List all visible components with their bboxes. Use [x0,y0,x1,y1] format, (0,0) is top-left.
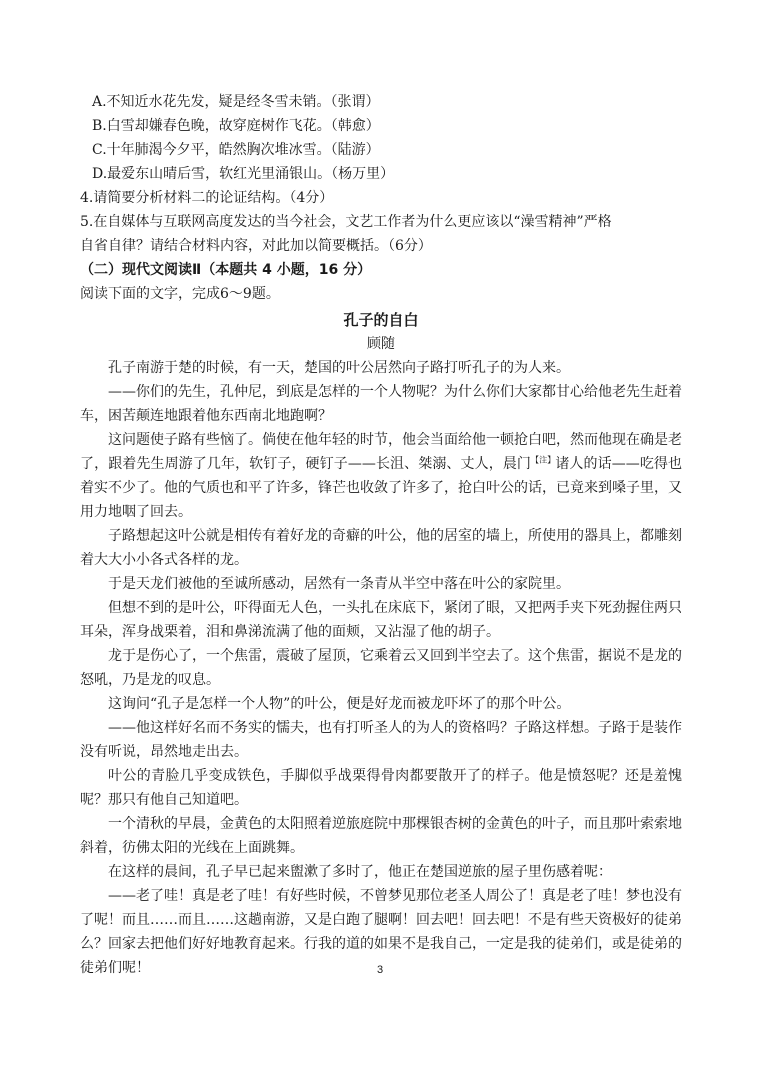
page-number: 3 [376,964,384,976]
question-5-line-2: 自省自律？请结合材料内容，对此加以简要概括。（6分） [80,238,432,254]
paragraph-13: ——老了哇！真是老了哇！有好些时候，不曾梦见那位老圣人周公了！真是老了哇！梦也没有了呢！而且……而且……这趟南游，又是白跑了腿啊！回去吧！回去吧！不是有些天资极好的徒弟么？回家去把他们好好地教育起来。行我的道的如果不是我自己，一定是我的徒弟们，或是徒弟的徒弟们呢！ [80,888,682,976]
answer-options [80,90,682,186]
reading-instruction: 阅读下面的文字，完成6～9题。 [80,286,280,302]
paragraph-11: 一个清秋的早晨，金黄色的太阳照着逆旅庭院中那棵银杏树的金黄色的叶子，而且那叶索索地斜着，彷佛太阳的光线在上面跳舞。 [80,816,682,856]
paragraph-2: ——你们的先生，孔仲尼，到底是怎样的一个人物呢？为什么你们大家都甘心给他老先生赶着车，困苦颠连地跟着他东西南北地跑啊？ [80,384,682,424]
footnote-marker: 【注】 [531,455,556,465]
option-a: A.不知近水花先发，疑是经冬雪未销。（张谓） [92,94,380,110]
paragraph-10: 叶公的青脸几乎变成铁色，手脚似乎战栗得骨肉都要散开了的样子。他是愤怒呢？还是羞愧呢？那只有他自己知道吧。 [80,768,682,808]
page-content [80,90,682,980]
paragraph-4: 子路想起这叶公就是相传有着好龙的奇癖的叶公，他的居室的墙上，所使用的器具上，都雕刻着大大小小各式各样的龙。 [80,528,682,568]
paragraph-7: 龙于是伤心了，一个焦雷，震破了屋顶，它乘着云又回到半空去了。这个焦雷，据说不是龙的怒吼，乃是龙的叹息。 [80,648,682,688]
paragraph-3 [80,428,682,524]
paragraph-6: 但想不到的是叶公，吓得面无人色，一头扎在床底下，紧闭了眼，又把两手夹下死劲握住两只耳朵，浑身战栗着，泪和鼻涕流满了他的面颊，又沾湿了他的胡子。 [80,600,682,640]
paragraph-3-text-b: 诸人的话——吃得也着实不少了。他的气质也和平了许多，锋芒也收敛了许多了，抢白叶公的话，已竟来到嗓子里，又用力地咽了回去。 [80,456,683,520]
option-d: D.最爱东山晴后雪，软红光里涌银山。（杨万里） [92,166,395,182]
article-author: 顾随 [367,336,395,352]
question-4: 4.请简要分析材料二的论证结构。（4分） [80,190,334,206]
question-5-line-1: 5.在自媒体与互联网高度发达的当今社会，文艺工作者为什么更应该以“澡雪精神”严格 [80,214,612,230]
paragraph-5: 于是天龙们被他的至诚所感动，居然有一条青从半空中落在叶公的家院里。 [108,576,570,592]
section-heading: （二）现代文阅读Ⅱ（本题共 4 小题，16 分） [80,262,372,278]
paragraph-8: 这询问“孔子是怎样一个人物”的叶公，便是好龙而被龙吓坏了的那个叶公。 [108,696,571,712]
paragraph-1: 孔子南游于楚的时候，有一天，楚国的叶公居然向子路打听孔子的为人来。 [108,360,570,376]
paragraph-12: 在这样的晨间，孔子早已起来盥漱了多时了，他正在楚国逆旅的屋子里伤感着呢： [108,864,612,880]
paragraph-3-text-a: 这问题使子路有些恼了。倘使在他年轻的时节，他会当面给他一顿抢白吧，然而他现在确是老了，跟着先生周游了几年，软钉子，硬钉子——长沮、桀溺、丈人，晨门 [80,432,682,472]
option-c: C.十年肺渴今夕平，皓然胸次堆冰雪。（陆游） [92,142,380,158]
article-title: 孔子的自白 [343,311,419,329]
paragraph-9: ——他这样好名而不务实的懦夫，也有打听圣人的为人的资格吗？子路这样想。子路于是装作没有听说，昂然地走出去。 [80,720,682,760]
option-b: B.白雪却嫌春色晚，故穿庭树作飞花。（韩愈） [92,118,380,134]
